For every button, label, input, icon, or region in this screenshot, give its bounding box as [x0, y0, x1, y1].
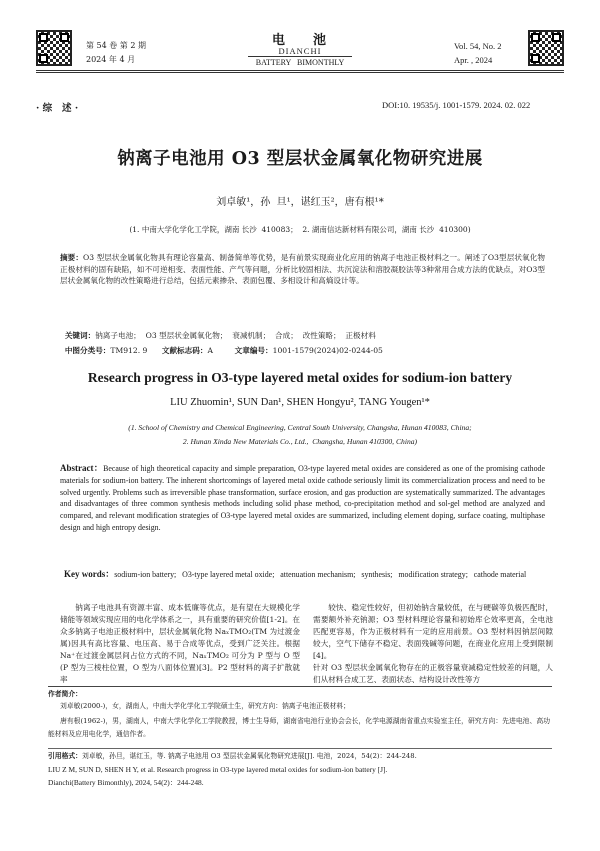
authors-en: LIU Zhuomin¹, SUN Dan¹, SHEN Hongyu², TANG Yougen¹*	[170, 397, 430, 408]
footnote-rule	[48, 686, 552, 687]
journal-title-en: BATTERY BIMONTHLY	[255, 58, 345, 67]
journal-title-cn: 电 池	[271, 33, 329, 48]
header-date-cn: 2024 年 4 月	[86, 55, 136, 64]
citation-label: 引用格式：	[48, 752, 82, 760]
classification-cn	[60, 330, 545, 356]
abstract-cn	[60, 252, 545, 287]
citation-cn-text: 刘卓敏，孙旦，谌红玉，等. 钠离子电池用 O3 型层状金属氧化物研究进展[J]. 电池，2024，54(2)：244-248.	[81, 752, 417, 760]
citation-en-line1: LIU Z M, SUN D, SHEN H Y, et al. Research progress in O3-type layered metal oxides for sodium-ion battery [J].	[48, 765, 388, 774]
header-volume-issue-en: Vol. 54, No. 2	[454, 41, 502, 51]
header-volume-issue-cn: 第 54 卷 第 2 期	[86, 41, 146, 50]
citation-rule	[48, 748, 552, 749]
keywords-cn-label: 关键词：	[64, 330, 96, 340]
doc-code-label: 文献标志码：	[161, 345, 208, 355]
authors-cn: 刘卓敏¹，孙 旦¹，谌红玉²，唐有根¹*	[216, 197, 384, 208]
keywords-en	[60, 557, 550, 581]
abstract-cn-text: O3 型层状金属氧化物具有理论容量高、制备简单等优势，是有前景实现商业化应用的钠离子电池正极材料之一。阐述了O3型层状氧化物正极材料的固有缺陷，如不可逆相变、表面性能、产气等问题，分析比较固相法、共沉淀法和溶胶凝胶法等3种常用合成方法的优缺点，对O3型层状金属氧化物的改性策略进行总结，包括元素掺杂、表面包覆、多相设计和高熵设计等。	[60, 253, 546, 286]
qr-code-right	[528, 30, 564, 66]
header-rule-bottom	[36, 72, 564, 73]
keywords-en-label: Key words：	[63, 568, 115, 579]
affiliations-cn: (1. 中南大学化学化工学院，湖南 长沙 410083； 2. 湖南信达新材料有限公司，湖南 长沙 410300)	[129, 225, 471, 234]
section-tag: · 综 述 ·	[36, 103, 79, 114]
abstract-en	[60, 463, 545, 534]
affiliations-en-line1: (1. School of Chemistry and Chemical Engineering, Central South University, Changsha, Hunan 410083, China;	[128, 423, 472, 432]
abstract-cn-label: 摘要：	[60, 253, 84, 262]
body-column-right: 较快、稳定性较好，但初始钠含量较低，在与硬碳等负极匹配时，需要额外补充钠源；O3 型材料理论容量和初始库仑效率更高，全电池匹配更容易，作为正极材料有一定的应用前景。O3 型材料因钠层间隙较大，空气下储存不稳定、表面残碱等问题，在商业化应用上受到限制[4]。 针对 O3 型层状金属氧化物存在的正极容量衰减稳定性较差的问题，人们从材料合成工艺、表面状态、结构设计改性等方	[313, 603, 553, 684]
clc-label: 中图分类号：	[64, 345, 111, 355]
article-title-cn: 钠离子电池用 O3 型层状金属氧化物研究进展	[117, 149, 483, 169]
header-date-en: Apr. , 2024	[454, 55, 493, 65]
qr-code-left	[36, 30, 72, 66]
citation-en-line2: Dianchi(Battery Bimonthly), 2024, 54(2)：244-248.	[48, 778, 204, 787]
keywords-cn-text: 钠离子电池； O3 型层状金属氧化物； 衰减机制； 合成； 改性策略； 正极材料	[95, 330, 376, 340]
author-info-label: 作者简介：	[48, 690, 82, 698]
article-title-en: Research progress in O3-type layered metal oxides for sodium-ion battery	[87, 370, 513, 385]
journal-pinyin: DIANCHI	[278, 46, 322, 56]
journal-title-rule	[248, 56, 352, 57]
article-no-value: 1001-1579(2024)02-0244-05	[272, 345, 383, 355]
affiliations-en-line2: 2. Hunan Xinda New Materials Co., Ltd., Changsha, Hunan 410300, China)	[182, 437, 418, 446]
author-info-line2: 唐有根(1962-)，男，湖南人，中南大学化学化工学院教授，博士生导师，湖南省电池行业协会会长，化学电源湖南省重点实验室主任，研究方向：先进电池、高功能材料及应用电化学，通信作者。	[48, 717, 550, 738]
author-info-line1: 刘卓敏(2000-)，女，湖南人，中南大学化学化工学院硕士生，研究方向：钠离子电池正极材料；	[60, 702, 350, 710]
body-column-left: 钠离子电池具有资源丰富、成本低廉等优点，是有望在大规模化学储能等领域实现应用的电化学体系之一，具有重要的研究价值[1-2]。在众多钠离子电池正极材料中，层状金属氧化物 NaₓTMO₂(TM 为过渡金属)因具有高比容量、电压高、易于合成等优点，受到广泛关注。根据 Na⁺在过渡金属层间占位方式的不同，NaₓTMO₂ 可分为 P 型与 O 型(P 型为三棱柱位置，O 型为八面体位置)[3]。P2 型材料的离子扩散就率	[60, 603, 300, 684]
header-rule-top	[36, 70, 564, 71]
article-no-label: 文章编号：	[234, 345, 273, 355]
doc-code-value: A	[207, 345, 213, 355]
abstract-en-label: Abstract：	[60, 463, 104, 473]
keywords-en-text: sodium-ion battery; O3-type layered metal oxide; attenuation mechanism; synthesis; modification strategy; cathode material	[114, 569, 527, 579]
clc-value: TM912. 9	[110, 345, 148, 355]
doi: DOI:10. 19535/j. 1001-1579. 2024. 02. 022	[382, 100, 531, 110]
citation-cn	[48, 752, 550, 762]
abstract-en-text: Because of high theoretical capacity and simple preparation, O3-type layered metal oxides are considered as one of the promising cathode materials for sodium-ion battery. The inherent shortcomings of layered metal oxide cathode seriously limit its commercialization process and need to be solved urgently. Problems such as irreversible phase transformation, surface erosion, and gas production are systematically summarized. The advantages and disadvantages of three common synthesis methods including solid phase method, co-precipitation method and sol-gel method are analyzed and compared, and relevant modification strategies of O3-type layered metal oxides are summarized, including element doping, surface coating, multiphase design and high entropy design.	[60, 464, 545, 532]
